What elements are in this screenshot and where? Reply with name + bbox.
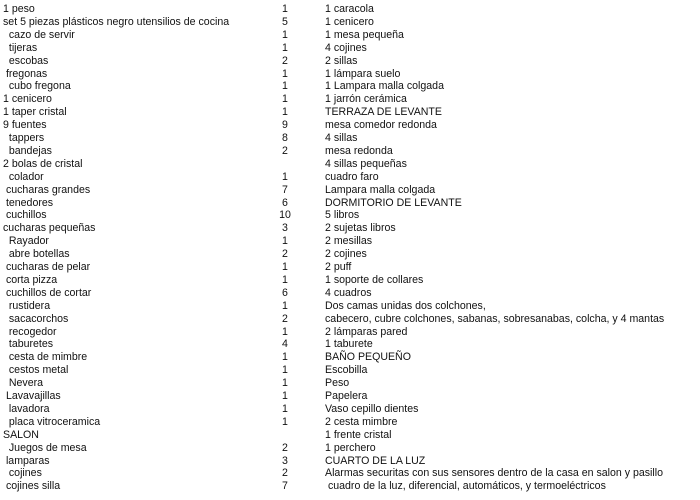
quantity-cell: 8: [282, 132, 288, 144]
left-item: bandejas: [3, 144, 52, 157]
left-item: Lavavajillas: [3, 390, 61, 402]
right-item: cabecero, cubre colchones, sabanas, sobresanabas, colcha, y 4 mantas: [325, 312, 665, 325]
right-item: 2 mesillas: [325, 235, 373, 248]
right-item: 1 perchero: [325, 441, 376, 454]
right-item: Alarmas securitas con sus sensores dentro de la casa en salon y pasillo: [325, 467, 663, 480]
right-item: 2 sillas: [325, 54, 358, 67]
right-item: CUARTO DE LA LUZ: [325, 454, 426, 467]
left-item: recogedor: [3, 325, 57, 338]
left-item: cubo fregona: [3, 80, 71, 93]
right-item: cuadro de la luz, diferencial, automáticos, y termoeléctricos: [325, 480, 606, 493]
left-item: lavadora: [3, 402, 50, 415]
quantity-cell: 1: [282, 80, 288, 93]
quantity-cell: 1: [282, 273, 288, 286]
quantity-cell: 2: [282, 312, 288, 325]
quantity-cell: 2: [282, 467, 288, 480]
right-item: BAÑO PEQUEÑO: [325, 351, 411, 364]
left-item: rustidera: [3, 299, 51, 312]
quantity-cell: 5: [282, 15, 288, 28]
right-item: 1 Lampara malla colgada: [325, 80, 444, 93]
left-item: cuchillos de cortar: [3, 286, 92, 299]
quantity-cell: 1: [282, 299, 288, 312]
quantity-cell: 1: [282, 106, 288, 119]
quantity-cell: 6: [282, 286, 288, 299]
left-item: cucharas grandes: [3, 183, 91, 196]
right-item: 4 sillas: [325, 132, 358, 144]
right-item: 1 taburete: [325, 338, 373, 351]
right-item: 4 sillas pequeñas: [325, 157, 407, 170]
right-item: Lampara malla colgada: [325, 183, 436, 196]
quantity-cell: [278, 429, 292, 442]
quantity-cell: 9: [282, 119, 288, 132]
left-item: set 5 piezas plásticos negro utensilios de cocina: [3, 15, 230, 28]
right-item: 1 cenicero: [325, 15, 374, 28]
right-item: 1 mesa pequeña: [325, 28, 404, 41]
right-item: 2 cojines: [325, 248, 367, 261]
right-item: 2 cesta mimbre: [325, 415, 398, 428]
quantity-cell: 1: [282, 67, 288, 80]
quantity-cell: 2: [282, 441, 288, 454]
left-item: fregonas: [3, 67, 48, 80]
quantity-cell: 1: [282, 261, 288, 273]
right-item: 2 lámparas pared: [325, 325, 408, 338]
right-item: 2 puff: [325, 261, 352, 273]
left-item: tappers: [3, 132, 45, 144]
quantity-cell: 1: [282, 415, 288, 428]
quantity-cell: 1: [282, 364, 288, 377]
left-item: cestos metal: [3, 364, 69, 377]
quantity-cell: 1: [282, 93, 288, 106]
left-item: Nevera: [3, 377, 44, 390]
quantity-cell: 1: [282, 402, 288, 415]
quantity-cell: 1: [282, 170, 288, 183]
left-item: cucharas de pelar: [3, 261, 91, 273]
left-item: 1 cenicero: [3, 93, 52, 106]
quantity-cell: 7: [282, 480, 288, 493]
left-item: cesta de mimbre: [3, 351, 88, 364]
quantity-cell: 2: [282, 54, 288, 67]
right-item: Escobilla: [325, 364, 368, 377]
left-item: tijeras: [3, 41, 38, 54]
right-item: 2 sujetas libros: [325, 222, 396, 235]
left-item: 1 peso: [3, 3, 35, 15]
right-item: mesa redonda: [325, 144, 393, 157]
right-item: Peso: [325, 377, 350, 390]
right-item: 4 cuadros: [325, 286, 372, 299]
left-item: 2 bolas de cristal: [3, 157, 83, 170]
left-item: escobas: [3, 54, 49, 67]
quantity-cell: 4: [282, 338, 288, 351]
quantity-cell: 2: [282, 248, 288, 261]
left-item: cazo de servir: [3, 28, 75, 41]
quantity-cell: 3: [282, 454, 288, 467]
quantity-cell: [278, 158, 292, 171]
right-item: 4 cojines: [325, 41, 367, 54]
quantity-cell: 3: [282, 222, 288, 235]
right-item: cuadro faro: [325, 170, 379, 183]
quantity-cell: 7: [282, 183, 288, 196]
left-item: Rayador: [3, 235, 49, 248]
right-item: 1 jarrón cerámica: [325, 93, 407, 106]
left-item: 9 fuentes: [3, 119, 47, 132]
left-item: cojines silla: [3, 480, 61, 493]
quantity-cell: 1: [282, 235, 288, 248]
left-item: 1 taper cristal: [3, 106, 67, 119]
left-item: placa vitroceramica: [3, 415, 101, 428]
right-item: 1 caracola: [325, 3, 374, 15]
quantity-cell: 6: [282, 196, 288, 209]
left-item: cuchillos: [3, 209, 47, 222]
left-item: abre botellas: [3, 248, 70, 261]
quantity-cell: 2: [282, 144, 288, 157]
right-item: Vaso cepillo dientes: [325, 402, 419, 415]
left-item: cucharas pequeñas: [3, 222, 96, 235]
right-item: DORMITORIO DE LEVANTE: [325, 196, 462, 209]
right-item: 5 libros: [325, 209, 360, 222]
partial-top-text: [3, 0, 48, 1]
quantity-cell: 1: [282, 28, 288, 41]
quantity-cell: 1: [282, 390, 288, 402]
left-item: SALON: [3, 428, 39, 441]
right-item: Papelera: [325, 390, 368, 402]
partial-top-line: [3, 0, 61, 1]
quantity-cell: 1: [282, 41, 288, 54]
left-item: taburetes: [3, 338, 54, 351]
right-item: Dos camas unidas dos colchones,: [325, 299, 486, 312]
left-item: Juegos de mesa: [3, 441, 87, 454]
right-item: 1 soporte de collares: [325, 273, 424, 286]
left-item: tenedores: [3, 196, 54, 209]
quantity-cell: 1: [282, 325, 288, 338]
left-item: corta pizza: [3, 273, 58, 286]
left-item: lamparas: [3, 454, 50, 467]
left-item: sacacorchos: [3, 312, 69, 325]
right-item: TERRAZA DE LEVANTE: [325, 106, 442, 119]
quantity-cell: 1: [282, 351, 288, 364]
right-item: mesa comedor redonda: [325, 119, 437, 132]
left-item: cojines: [3, 467, 42, 480]
right-item: 1 lámpara suelo: [325, 67, 401, 80]
quantity-cell: 1: [282, 377, 288, 390]
left-item: colador: [3, 170, 44, 183]
quantity-cell: 1: [282, 3, 288, 15]
quantity-cell: 10: [279, 209, 291, 222]
right-item: 1 frente cristal: [325, 428, 392, 441]
